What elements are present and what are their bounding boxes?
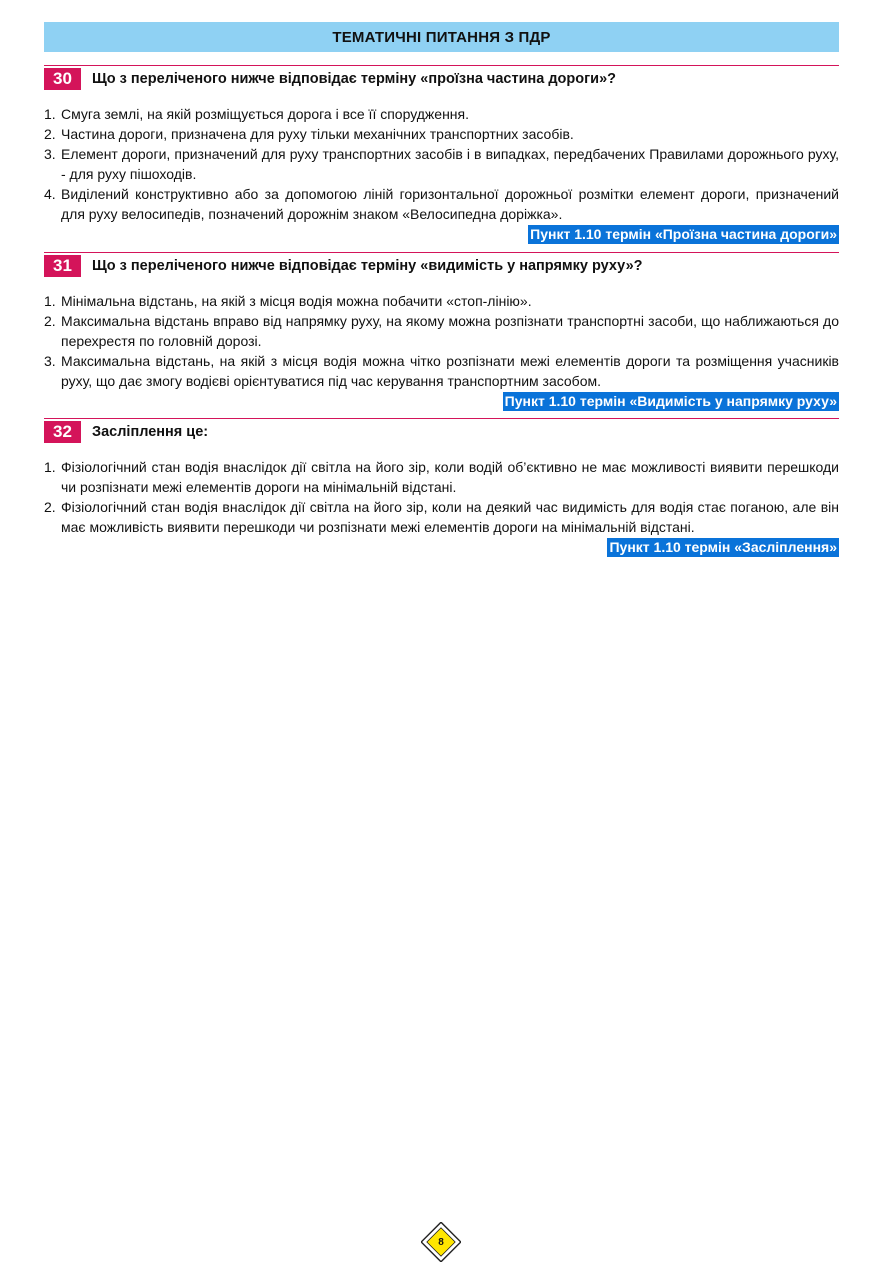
answer-text: Елемент дороги, призначений для руху транспортних засобів і в випадках, передбачених Правилами дорожнього руху, - для руху пішоходів.	[61, 146, 839, 182]
rule-reference: Пункт 1.10 термін «Видимість у напрямку руху»	[504, 393, 837, 409]
answer-index: 2.	[44, 126, 56, 142]
answer-option[interactable]	[44, 351, 839, 391]
answer-index: 1.	[44, 106, 56, 122]
question-32	[44, 418, 839, 557]
section-title: ТЕМАТИЧНІ ПИТАННЯ З ПДР	[332, 28, 551, 46]
answer-text: Фізіологічний стан водія внаслідок дії світла на його зір, коли на деякий час видимість для водія стає поганою, але він має можливість виявити перешкоди чи розпізнати межі елементів дороги на мінімальній відстані.	[61, 499, 839, 535]
answer-list	[44, 104, 839, 224]
answer-text: Мінімальна відстань, на якій з місця водія можна побачити «стоп-лінію».	[61, 293, 532, 309]
answer-index: 3.	[44, 353, 56, 369]
answer-option[interactable]	[44, 184, 839, 224]
question-31	[44, 252, 839, 411]
answer-text: Смуга землі, на якій розміщується дорога і все її спорудження.	[61, 106, 470, 122]
question-title: Що з переліченого нижче відповідає терміну «проїзна частина дороги»?	[92, 71, 616, 87]
question-header	[44, 252, 839, 277]
answer-index: 1.	[44, 459, 56, 475]
answer-option[interactable]	[44, 457, 839, 497]
answer-option[interactable]	[44, 124, 839, 144]
answer-text: Фізіологічний стан водія внаслідок дії світла на його зір, коли водій об’єктивно не має можливості виявити перешкоди чи розпізнати межі елементів дороги на мінімальній відстані.	[61, 459, 839, 495]
answer-option[interactable]	[44, 291, 839, 311]
answer-option[interactable]	[44, 144, 839, 184]
rule-reference: Пункт 1.10 термін «Засліплення»	[609, 539, 837, 555]
answer-option[interactable]	[44, 104, 839, 124]
question-30	[44, 65, 839, 244]
question-header	[44, 65, 839, 90]
answer-index: 3.	[44, 146, 56, 162]
answer-text: Максимальна відстань вправо від напрямку руху, на якому можна розпізнати транспортні засоби, що наближаються до перехрестя по головній дорозі.	[61, 313, 839, 349]
answer-index: 2.	[44, 313, 56, 329]
answer-list	[44, 291, 839, 391]
answer-text: Виділений конструктивно або за допомогою ліній горизонтальної дорожньої розмітки елемент дороги, призначений для руху велосипедів, позначений дорожнім знаком «Велосипедна доріжка».	[61, 186, 839, 222]
answer-text: Частина дороги, призначена для руху тільки механічних транспортних засобів.	[61, 126, 574, 142]
answer-list	[44, 457, 839, 537]
answer-text: Максимальна відстань, на якій з місця водія можна чітко розпізнати межі елементів дороги та розміщення учасників руху, що дає змогу водієві орієнтуватися під час керування транспортним засобом.	[61, 353, 839, 389]
question-number: 31	[44, 255, 81, 277]
answer-index: 1.	[44, 293, 56, 309]
answer-option[interactable]	[44, 497, 839, 537]
question-title: Що з переліченого нижче відповідає терміну «видимість у напрямку руху»?	[92, 258, 643, 274]
answer-option[interactable]	[44, 311, 839, 351]
question-header	[44, 418, 839, 443]
answer-index: 4.	[44, 186, 56, 202]
section-header	[44, 22, 839, 52]
rule-reference: Пункт 1.10 термін «Проїзна частина дороги»	[530, 226, 837, 242]
question-number: 32	[44, 421, 81, 443]
question-number: 30	[44, 68, 81, 90]
page-number: 8	[438, 1236, 444, 1248]
question-title: Засліплення це:	[92, 424, 209, 440]
answer-index: 2.	[44, 499, 56, 515]
